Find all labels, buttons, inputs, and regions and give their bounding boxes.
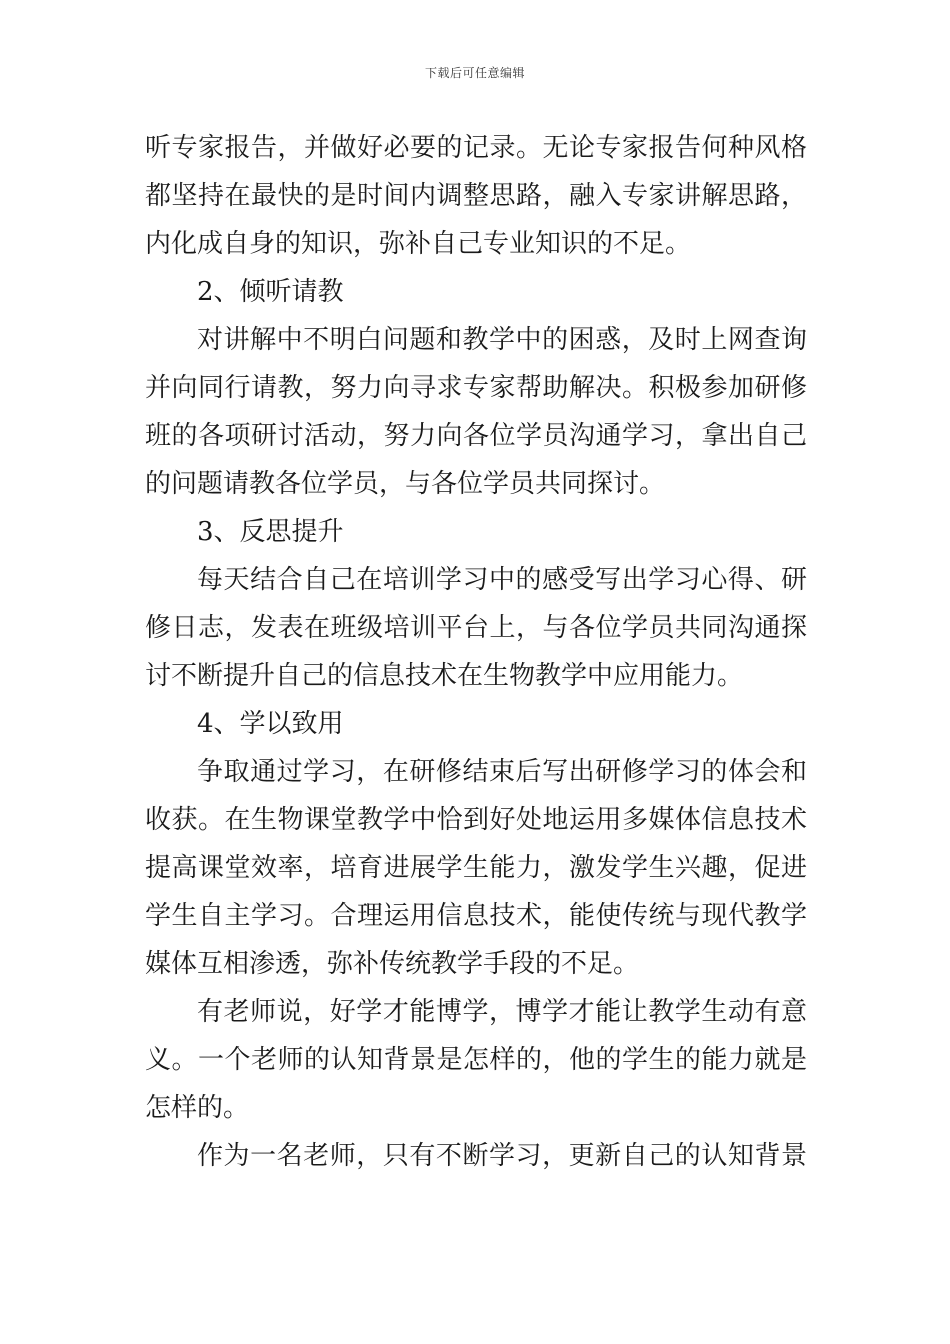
text-line: 对讲解中不明白问题和教学中的困惑，及时上网查询 <box>197 325 807 355</box>
text-line: 讨不断提升自己的信息技术在生物教学中应用能力。 <box>145 661 744 691</box>
text-line: 有老师说，好学才能博学，博学才能让教学生动有意 <box>197 997 807 1027</box>
page-header: 下载后可任意编辑 <box>424 66 525 80</box>
document-body <box>145 124 807 1180</box>
section-heading: 3、反思提升 <box>197 517 344 547</box>
text-line: 听专家报告，并做好必要的记录。无论专家报告何种风格 <box>145 133 807 163</box>
text-line: 收获。在生物课堂教学中恰到好处地运用多媒体信息技术 <box>145 805 807 835</box>
section-heading: 2、倾听请教 <box>197 277 344 307</box>
text-line: 修日志，发表在班级培训平台上，与各位学员共同沟通探 <box>145 613 807 643</box>
text-line: 每天结合自己在培训学习中的感受写出学习心得、研 <box>197 565 807 595</box>
text-line: 的问题请教各位学员，与各位学员共同探讨。 <box>145 469 666 499</box>
text-line: 学生自主学习。合理运用信息技术，能使传统与现代教学 <box>145 901 807 931</box>
text-line: 班的各项研讨活动，努力向各位学员沟通学习，拿出自己 <box>145 421 807 451</box>
section-heading: 4、学以致用 <box>197 709 344 739</box>
text-line: 并向同行请教，努力向寻求专家帮助解决。积极参加研修 <box>145 373 807 403</box>
text-line: 都坚持在最快的是时间内调整思路，融入专家讲解思路， <box>145 181 807 211</box>
text-line: 提高课堂效率，培育进展学生能力，激发学生兴趣，促进 <box>145 853 807 883</box>
text-line: 媒体互相渗透，弥补传统教学手段的不足。 <box>145 949 640 979</box>
text-line: 怎样的。 <box>145 1093 250 1123</box>
text-line: 争取通过学习，在研修结束后写出研修学习的体会和 <box>197 757 807 787</box>
text-line: 内化成自身的知识，弥补自己专业知识的不足。 <box>145 229 692 259</box>
text-line: 义。一个老师的认知背景是怎样的，他的学生的能力就是 <box>145 1045 807 1075</box>
text-line: 作为一名老师，只有不断学习，更新自己的认知背景 <box>197 1141 807 1171</box>
